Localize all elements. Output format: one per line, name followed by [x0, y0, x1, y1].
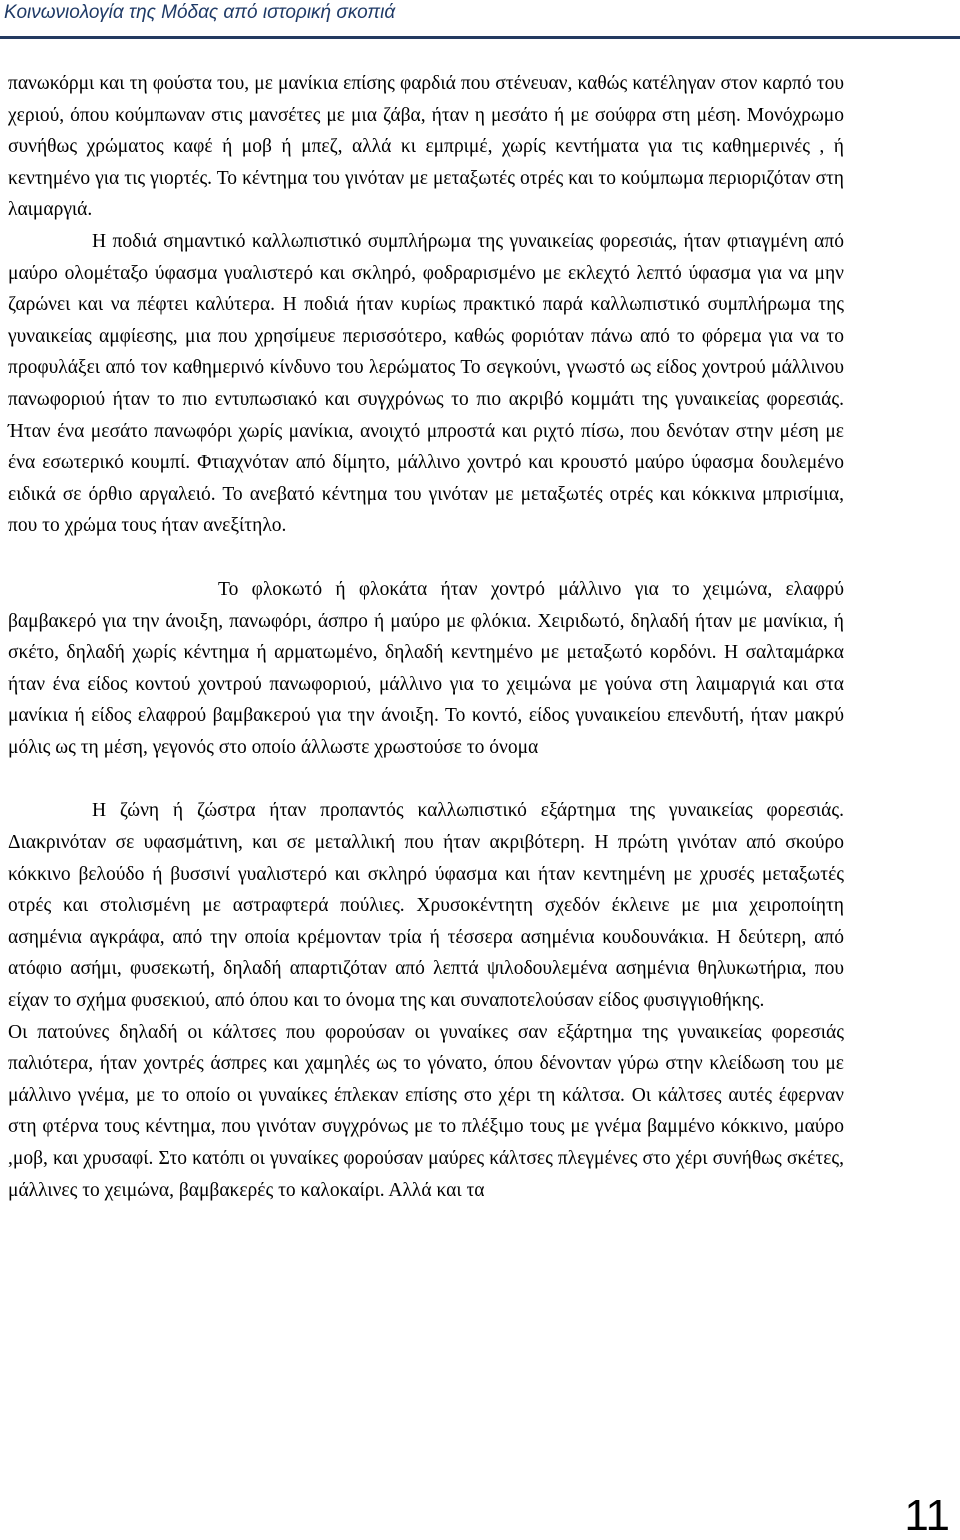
paragraph-4: Η ζώνη ή ζώστρα ήταν προπαντός καλλωπιστικό εξάρτημα της γυναικείας φορεσιάς. Διακρινόταν σε υφασμάτινη, και σε μεταλλική που ήταν ακριβότερη. Η πρώτη γινόταν από σκούρο κόκκινο βελούδο ή βυσσινί γυαλιστερό και σκληρό ύφασμα και ήταν κεντημένη με χρυσές μεταξωτές οτρές και στολισμένη με αστραφτερά πούλιες. Χρυσοκέντητη σχεδόν έκλεινε με μια χειροποίητη ασημένια αγκράφα, από την οποία κρέμονταν τρία ή τέσσερα ασημένια κουδουνάκια. Η δεύτερη, από ατόφιο ασήμι, φυσεκωτή, δηλαδή απαρτιζόταν από λεπτά ψιλοδουλεμένα ασημένια θηλυκωτήρια, που είχαν το σχήμα φυσεκιού, από όπου και το όνομα της και συναποτελούσαν είδος φυσιγγιοθήκης. — [8, 800, 844, 1012]
paragraph-1: πανωκόρμι και τη φούστα του, με μανίκια επίσης φαρδιά που στένευαν, καθώς κατέληγαν στον καρπό του χεριού, όπου κούμπωναν στις μανσέτες με μια ζάβα, ήταν η μεσάτο ή με σούφρα στη μέση. Μονόχρωμο συνήθως χρώματος καφέ ή μοβ ή μπεζ, αλλά κι εμπριμέ, χωρίς κεντήματα για τις καθημερινές , ή κεντημένο για τις γιορτές. Το κέντημα του γινόταν με μεταξωτές οτρές και το κούμπωμα περιοριζόταν στη λαιμαργιά. — [8, 73, 844, 221]
document-body — [8, 68, 844, 1206]
running-header: Κοινωνιολογία της Μόδας από ιστορική σκοπιά — [4, 2, 396, 23]
paragraph-2: Η ποδιά σημαντικό καλλωπιστικό συμπλήρωμα της γυναικείας φορεσιάς, ήταν φτιαγμένη από μαύρο ολομέταξο ύφασμα γυαλιστερό και σκληρό, φοδραρισμένο με εκλεχτό λεπτό ύφασμα για να μην ζαρώνει και να πέφτει καλύτερα. Η ποδιά ήταν κυρίως πρακτικό παρά καλλωπιστικό συμπλήρωμα της γυναικείας αμφίεσης, μια που χρησίμευε περισσότερο, καθώς φοριόταν πάνω από το φόρεμα για να το προφυλάξει από τον καθημερινό κίνδυνο του λερώματος Το σεγκούνι, γνωστό ως είδος χοντρού μάλλινου πανωφοριού ήταν το πιο εντυπωσιακό και συγχρόνως το πιο ακριβό κομμάτι της γυναικείας φορεσιάς. Ήταν ένα μεσάτο πανωφόρι χωρίς μανίκια, ανοιχτό μπροστά και ριχτό πίσω, που δενόταν στην μέση με ένα εσωτερικό κουμπί. Φτιαχνόταν από δίμητο, μάλλινο χοντρό και κρουστό μαύρο ύφασμα δουλεμένο ειδικά σε όρθιο αργαλειό. Το ανεβατό κέντημα του γινόταν με μεταξωτές οτρές και κόκκινα μπρισίμια, που το χρώμα τους ήταν ανεξίτηλο. — [8, 230, 844, 537]
paragraph-3: Το φλοκωτό ή φλοκάτα ήταν χοντρό μάλλινο για το χειμώνα, ελαφρύ βαμβακερό για την άνοιξη, πανωφόρι, άσπρο ή μαύρο με φλόκια. Χειριδωτό, δηλαδή ήταν με μανίκια, ή σκέτο, δηλαδή χωρίς κέντημα ή αρματωμένο, δηλαδή κεντημένο με μεταξωτό κορδόνι. Η σαλταμάρκα ήταν ένα είδος κοντού χοντρού πανωφοριού, μάλλινο για το χειμώνα με γούνα στη λαιμαργιά και στα μανίκια ή είδος ελαφρού βαμβακερού για την άνοιξη. Το κοντό, είδος γυναικείου επενδυτή, ήταν μακρύ μόλις ως τη μέση, γεγονός στο οποίο άλλωστε χρωστούσε το όνομα — [8, 578, 844, 758]
header-rule — [0, 36, 960, 39]
page-number: 11 — [904, 1491, 950, 1540]
paragraph-5: Οι πατούνες δηλαδή οι κάλτσες που φορούσαν οι γυναίκες σαν εξάρτημα της γυναικείας φορεσιάς παλιότερα, ήταν χοντρές άσπρες και χαμηλές ως το γόνατο, όπου δένονταν γύρω στην κλείδωση του με μάλλινο γνέμα, με το οποίο οι γυναίκες έπλεκαν επίσης στο χέρι τη κάλτσα. Οι κάλτσες αυτές έφερναν στη φτέρνα τους κέντημα, που γινόταν συγχρόνως με το πλέξιμο τους με γνέμα βαμμένο κόκκινο, μαύρο ,μοβ, και χρυσαφί. Στο κατόπι οι γυναίκες φορούσαν μαύρες κάλτσες πλεγμένες στο χέρι συνήθως σκέτες, μάλλινες το χειμώνα, βαμβακερές το καλοκαίρι. Αλλά και τα — [8, 1021, 844, 1201]
